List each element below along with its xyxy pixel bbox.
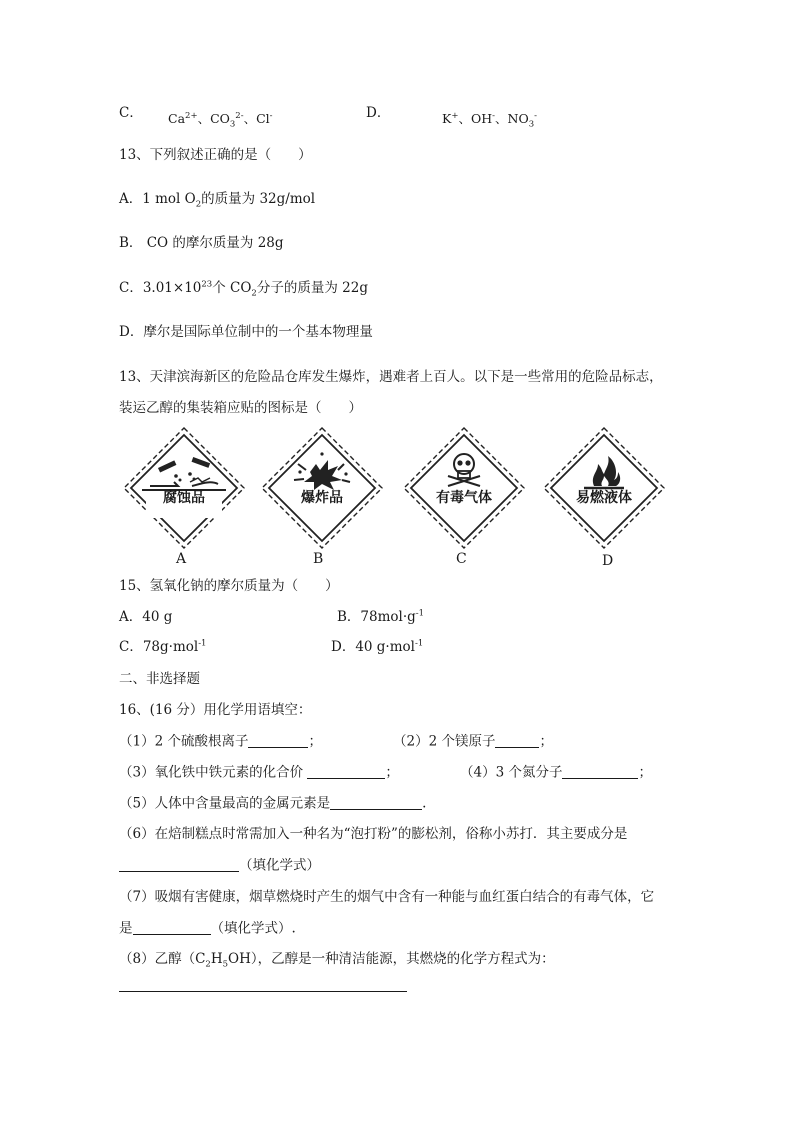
- flame-icon: [540, 424, 668, 552]
- q16-part7-line1: （7）吸烟有害健康，烟草燃烧时产生的烟气中含有一种能与血红蛋白结合的有毒气体，它: [119, 889, 655, 905]
- hazard-sign-c-label: 有毒气体: [436, 490, 492, 506]
- q15-option-b: B．$78mol\cdot g^{-1}$: [337, 608, 425, 625]
- q16-part2: （2）2 个镁原子 ；: [393, 733, 553, 750]
- q16-stem: 16、(16 分）用化学用语填空：: [119, 702, 312, 718]
- q16-part6-line2: （填化学式）: [119, 857, 320, 874]
- hazard-sign-d-label: 易燃液体: [576, 490, 632, 506]
- hazard-sign-b-letter: B: [313, 551, 324, 567]
- skull-icon: [400, 424, 528, 552]
- answer-blank[interactable]: [495, 733, 539, 748]
- q16-part8: （8）乙醇$(C_2H_5OH)$，乙醇是一种清洁能源，其燃烧的化学方程式为：: [119, 951, 555, 970]
- q13a-stem: 13、下列叙述正确的是（ ）: [119, 147, 312, 163]
- corrosive-icon: [120, 424, 248, 552]
- answer-blank[interactable]: [562, 764, 638, 779]
- q16-part3: （3）氧化铁中铁元素的化合价 ；: [119, 764, 399, 781]
- q12-option-d-ions: K+、OH-、$NO_3^-$: [442, 110, 537, 130]
- q12-option-d-label: D．: [366, 105, 391, 121]
- q16-part5: （5）人体中含量最高的金属元素是 .: [119, 795, 427, 812]
- answer-line[interactable]: [119, 990, 407, 992]
- hazard-sign-d: [540, 424, 668, 552]
- q12-option-c-label: C．: [119, 105, 143, 121]
- q12-option-c-ions: $Ca^{2+}$、$CO_3^{2-}$、Cl-: [168, 110, 273, 130]
- answer-blank[interactable]: [330, 795, 422, 810]
- q13a-option-d: D．摩尔是国际单位制中的一个基本物理量: [119, 324, 373, 340]
- q16-part7-line2: 是 （填化学式）.: [119, 920, 296, 937]
- q15-stem: 15、氢氧化钠的摩尔质量为（ ）: [119, 578, 339, 594]
- hazard-sign-a-label: 腐蚀品: [163, 490, 205, 506]
- q16-part6-line1: （6）在焙制糕点时常需加入一种名为“泡打粉”的膨松剂，俗称小苏打．其主要成分是: [119, 826, 628, 842]
- q15-option-c: C．78g·mol$^{-1}$: [119, 638, 207, 655]
- q13a-option-c: C．$3.01\times 10^{23}$个 $CO_2$分子的质量为 22g: [119, 279, 368, 299]
- hazard-sign-b: [258, 424, 386, 552]
- q16-part4: （4）3 个氮分子 ；: [460, 764, 652, 781]
- q13b-stem-line2: 装运乙醇的集装箱应贴的图标是（ ）: [119, 400, 362, 416]
- answer-blank[interactable]: [133, 920, 211, 935]
- hazard-sign-b-label: 爆炸品: [301, 490, 343, 506]
- q13a-option-a: A．1 mol $O_2$的质量为 32g/mol: [119, 191, 316, 210]
- explosive-icon: [258, 424, 386, 552]
- q15-option-d: D．40 g·mol$^{-1}$: [331, 638, 424, 655]
- q15-option-a: A．40 g: [119, 609, 173, 625]
- answer-blank[interactable]: [307, 764, 385, 779]
- hazard-sign-c-letter: C: [456, 551, 467, 567]
- section-heading: 二、非选择题: [119, 671, 200, 687]
- hazard-sign-c: [400, 424, 528, 552]
- q13b-stem-line1: 13、天津滨海新区的危险品仓库发生爆炸，遇难者上百人。以下是一些常用的危险品标志，: [119, 369, 663, 385]
- q13a-option-b: B． CO 的摩尔质量为 28g: [119, 235, 284, 251]
- hazard-sign-a: [120, 424, 248, 552]
- answer-blank[interactable]: [248, 733, 308, 748]
- q16-part1: （1）2 个硫酸根离子 ；: [119, 733, 322, 750]
- hazard-sign-a-letter: A: [176, 551, 187, 567]
- answer-blank[interactable]: [119, 857, 239, 872]
- hazard-sign-d-letter: D: [602, 553, 614, 569]
